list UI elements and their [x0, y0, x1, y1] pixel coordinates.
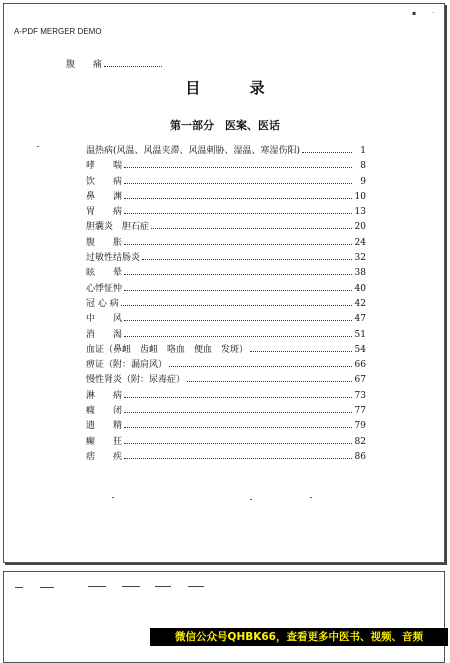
- toc-leader-dots: [187, 375, 352, 382]
- toc-entry-label: 痞 疾: [86, 451, 123, 462]
- scan-line: [88, 586, 106, 587]
- toc-entry-label: 慢性肾炎（附：尿毒症）: [86, 375, 186, 386]
- toc-leader-dots: [124, 406, 352, 413]
- toc-entry-label: 胆囊炎 胆石症: [86, 222, 150, 233]
- toc-page-number: 20: [354, 222, 366, 233]
- toc-leader-dots: [124, 391, 352, 398]
- toc-entry: [86, 158, 366, 173]
- toc-leader-dots: [121, 299, 352, 306]
- toc-entry: [86, 327, 366, 342]
- toc-leader-dots: [124, 268, 352, 275]
- toc-entry-label: 痹证（附：漏肩风）: [86, 360, 168, 371]
- toc-entry-label: 血证（鼻衄 齿衄 咯血 便血 发斑）: [86, 344, 249, 355]
- toc-page-number: 40: [354, 283, 366, 294]
- toc-entry-label: 癫 狂: [86, 436, 123, 447]
- toc-entry-label: 心悸怔忡: [86, 283, 123, 294]
- toc-page-number: 82: [354, 436, 366, 447]
- scan-speck: [112, 497, 114, 498]
- toc-leader-dots: [124, 284, 352, 291]
- toc-page-number: 32: [354, 253, 366, 264]
- toc-leader-dots: [151, 222, 352, 229]
- toc-entry-label: 过敏性结肠炎: [86, 253, 141, 264]
- toc-leader-dots: [124, 421, 352, 428]
- toc-entry: [86, 174, 366, 189]
- toc-entry: [86, 311, 366, 326]
- toc-page-number: 38: [354, 268, 366, 279]
- scan-mark: ▪: [412, 10, 417, 17]
- toc-leader-dots: [169, 360, 352, 367]
- toc-page-number: 66: [354, 360, 366, 371]
- toc-entry: [86, 434, 366, 449]
- toc-page-number: 10: [354, 191, 366, 202]
- toc-page-number: 54: [354, 344, 366, 355]
- toc-entry-label: 遗 精: [86, 421, 123, 432]
- scan-line: [188, 586, 204, 587]
- toc-entry: [86, 265, 366, 280]
- toc-entry-label: 眩 晕: [86, 268, 123, 279]
- toc-entry: [86, 250, 366, 265]
- toc-entry: [86, 296, 366, 311]
- toc-page-number: 1: [360, 146, 366, 156]
- toc-entry: [86, 342, 366, 357]
- toc-entry-label: 冠 心 病: [86, 298, 119, 309]
- toc-entry-label: 中 风: [86, 314, 123, 325]
- toc-entry-label: 饮 病: [86, 176, 123, 187]
- toc-page-number: 67: [354, 375, 366, 386]
- toc-entry: [86, 418, 366, 433]
- scan-speck: [310, 497, 312, 498]
- table-of-contents: [86, 143, 366, 464]
- page-title: 目 录: [185, 79, 287, 97]
- toc-entry: [86, 357, 366, 372]
- toc-leader-dots: [124, 314, 352, 321]
- next-page: [3, 571, 445, 663]
- toc-page-number: 47: [354, 314, 366, 325]
- scan-line: [155, 586, 171, 587]
- toc-entry-label: 胃 病: [86, 207, 123, 218]
- toc-page-number: 73: [354, 390, 366, 401]
- toc-leader-dots: [124, 177, 352, 184]
- toc-leader-dots: [124, 192, 352, 199]
- toc-leader-dots: [104, 60, 162, 67]
- scan-line: [40, 587, 54, 588]
- toc-entry-label: 癃 闭: [86, 406, 123, 417]
- toc-page-number: 8: [360, 161, 366, 172]
- toc-leader-dots: [124, 161, 352, 168]
- toc-page-number: 77: [354, 406, 366, 417]
- toc-page-number: 42: [354, 298, 366, 309]
- toc-leader-dots: [124, 330, 352, 337]
- toc-page-number: 13: [354, 207, 366, 218]
- toc-entry: [86, 235, 366, 250]
- toc-page-number: 86: [354, 451, 366, 462]
- toc-page-number: 51: [354, 329, 366, 340]
- toc-entry-label: 腹 痛: [66, 60, 103, 70]
- toc-entry: [86, 449, 366, 464]
- scan-speck: [37, 146, 39, 147]
- toc-entry: [86, 189, 366, 204]
- toc-leader-dots: [142, 253, 352, 260]
- toc-entry: [86, 143, 366, 158]
- toc-page-number: 9: [360, 176, 366, 187]
- toc-leader-dots: [124, 437, 352, 444]
- scan-line: [15, 587, 23, 588]
- toc-entry: [86, 403, 366, 418]
- toc-leader-dots: [302, 146, 352, 153]
- promo-banner: 微信公众号QHBK66，查看更多中医书、视频、音频: [150, 628, 448, 646]
- toc-leader-dots: [124, 238, 352, 245]
- toc-entry-label: 温热病(风温、风温夹滞、风温刺胁、湿温、寒湿伤阳): [86, 146, 301, 156]
- toc-entry: [86, 281, 366, 296]
- toc-entry-label: 淋 病: [86, 390, 123, 401]
- toc-entry: [86, 388, 366, 403]
- toc-page-number: 79: [354, 421, 366, 432]
- toc-entry-label: 消 渴: [86, 329, 123, 340]
- toc-entry-label: 哮 喘: [86, 161, 123, 172]
- toc-leader-dots: [124, 452, 352, 459]
- toc-leader-dots: [124, 207, 352, 214]
- scan-mark: ·: [432, 10, 434, 17]
- section-heading: 第一部分 医案、医话: [170, 119, 280, 132]
- toc-entry-label: 腹 胀: [86, 237, 123, 248]
- toc-entry: [86, 204, 366, 219]
- watermark: A-PDF MERGER DEMO: [14, 27, 102, 36]
- toc-page-number: 24: [354, 237, 366, 248]
- toc-leader-dots: [250, 345, 352, 352]
- toc-entry: [86, 219, 366, 234]
- scan-line: [122, 586, 140, 587]
- toc-entry-label: 鼻 渊: [86, 191, 123, 202]
- scan-speck: [250, 499, 252, 500]
- toc-entry: [86, 372, 366, 387]
- toc-entry: [66, 57, 162, 70]
